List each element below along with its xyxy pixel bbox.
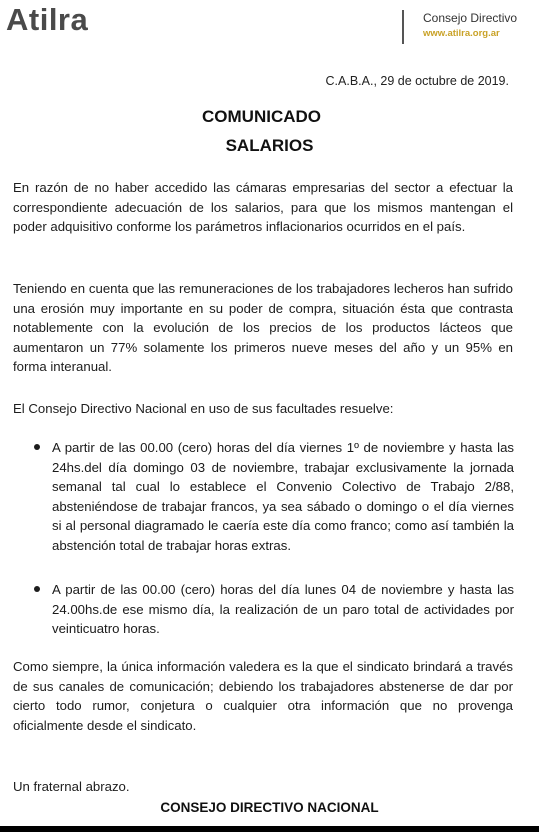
bullet-icon	[34, 444, 40, 450]
signature: CONSEJO DIRECTIVO NACIONAL	[160, 800, 379, 815]
letterhead	[0, 0, 539, 60]
website-link[interactable]: www.atilra.org.ar	[423, 28, 500, 39]
atilra-logo: Atilra	[6, 2, 89, 37]
bullet-icon	[34, 586, 40, 592]
resolution-text: A partir de las 00.00 (cero) horas del día viernes 1º de noviembre y hasta las 24hs.del día domingo 03 de noviembre, trabajar exclusivamente la jornada semanal tal cual lo establece el Convenio Colectivo de Trabajo 2/88, absteniéndose de trabajar francos, ya sea sábado o domingo o el día viernes si al personal diagramado le caería este día como franco; como así también la abstención total de trabajar horas extras.	[52, 440, 514, 553]
paragraph-3: El Consejo Directivo Nacional en uso de sus facultades resuelve:	[13, 401, 394, 416]
resolution-text: A partir de las 00.00 (cero) horas del día lunes 04 de noviembre y hasta las 24.00hs.de ese mismo día, la realización de un paro total de actividades por veinticuatro horas.	[52, 582, 514, 636]
org-name: Consejo Directivo	[423, 11, 518, 25]
resolution-item	[34, 580, 514, 639]
document-title: COMUNICADO	[202, 107, 321, 126]
document-date: C.A.B.A., 29 de octubre de 2019.	[325, 74, 509, 88]
bottom-edge	[0, 826, 539, 832]
paragraph-4: Como siempre, la única información valedera es la que el sindicato brindará a través de sus canales de comunicación; debiendo los trabajadores abstenerse de dar por cierto todo rumor, conjetura o cualquier otra información que no provenga oficialmente desde el sindicato.	[13, 659, 513, 733]
resolution-list-2	[34, 580, 514, 639]
header-divider	[402, 10, 404, 44]
document-subtitle: SALARIOS	[225, 136, 314, 155]
paragraph-2: Teniendo en cuenta que las remuneraciones de los trabajadores lecheros han sufrido una erosión muy importante en su poder de compra, situación ésta que contrasta notablemente con la evolución de los precios de los productos lácteos que aumentaron un 77% solamente los primeros nueve meses del año y un 95% en forma interanual.	[13, 281, 513, 374]
resolution-item	[34, 438, 514, 555]
closing-line: Un fraternal abrazo.	[13, 779, 130, 794]
resolution-list-1	[34, 438, 514, 555]
paragraph-1: En razón de no haber accedido las cámaras empresarias del sector a efectuar la correspondiente adecuación de los salarios, para que los mismos mantengan el poder adquisitivo conforme los parámetros inflacionarios ocurridos en el país.	[13, 180, 513, 234]
